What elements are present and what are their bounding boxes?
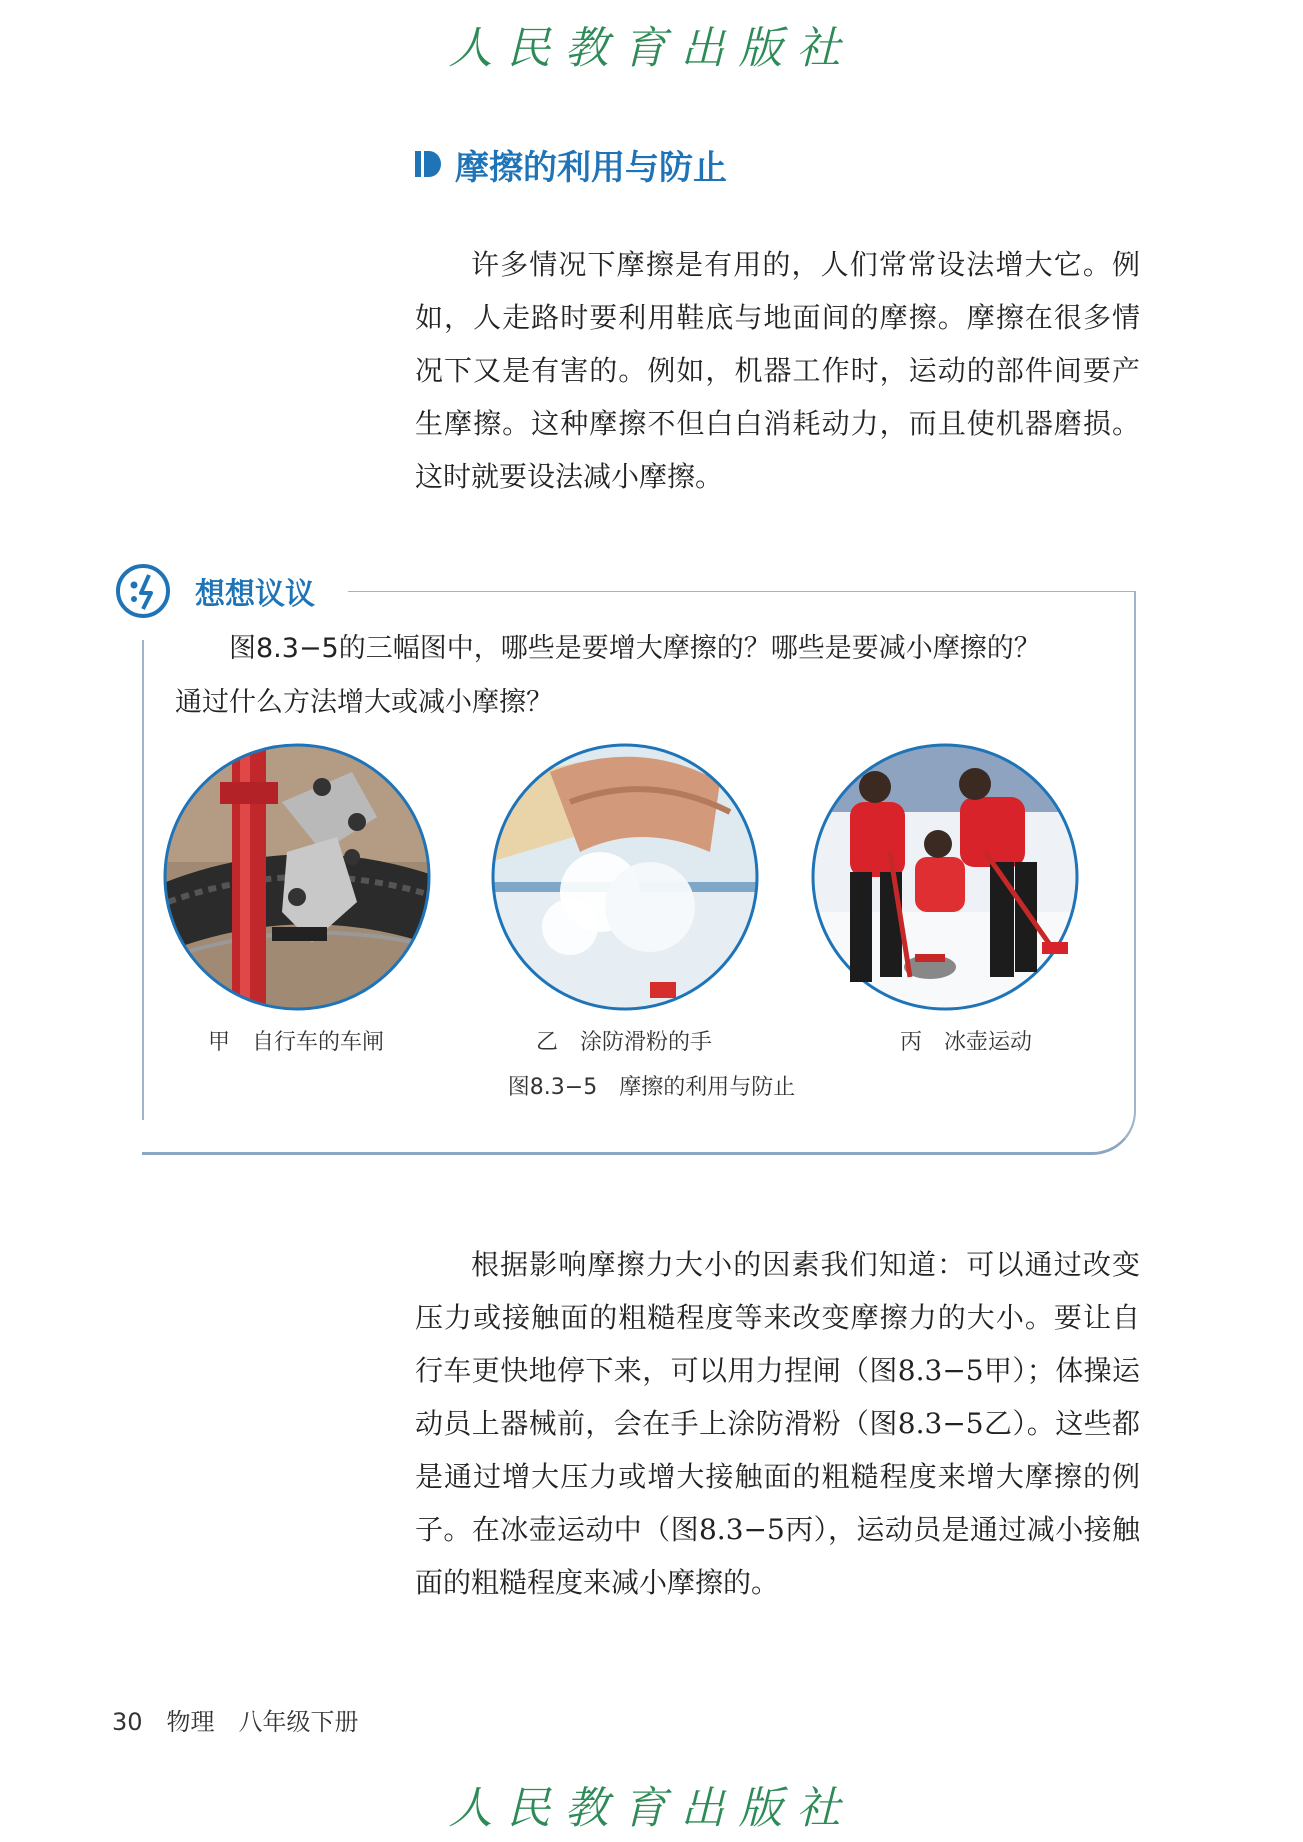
question-line-2: 通过什么方法增大或减小摩擦？ [175,687,553,718]
figure-a-caption: 甲 自行车的车闸 [208,1030,385,1055]
page-footer: 30 物理 八年级下册 [112,1708,359,1736]
curling-photo [810,742,1080,1012]
figure-c-caption: 丙 冰壶运动 [900,1030,1033,1055]
publisher-logo-top: 人民教育出版社 [448,23,855,74]
bicycle-brake-photo [162,742,432,1012]
discussion-question [175,622,1105,730]
discussion-heading [115,563,315,619]
question-line-1: 图8.3−5的三幅图中，哪些是要增大摩擦的？哪些是要减小摩擦的？ [229,633,1041,664]
intro-paragraph [415,238,1140,503]
discussion-title: 想想议议 [195,577,315,612]
section-heading [415,140,727,188]
explanation-paragraph-text: 根据影响摩擦力大小的因素我们知道：可以通过改变压力或接触面的粗糙程度等来改变摩擦力的大小。要让自行车更快地停下来，可以用力捏闸（图8.3−5甲）；体操运动员上器械前，会在手上涂防滑粉（图8.3−5乙）。这些都是通过增大压力或增大接触面的粗糙程度来增大摩擦的例子。在冰壶运动中（图8.3−5丙），运动员是通过减小接触面的粗糙程度来减小摩擦的。 [415,1248,1140,1599]
publisher-logo-bottom: 人民教育出版社 [448,1783,855,1834]
section-marker-icon [415,149,441,179]
discussion-box-left-border [142,640,144,1120]
section-title: 摩擦的利用与防止 [455,147,727,188]
figure-caption: 图8.3−5 摩擦的利用与防止 [507,1075,796,1100]
thinking-face-icon [115,563,171,619]
explanation-paragraph [415,1238,1140,1609]
chalked-hands-photo [490,742,760,1012]
figure-b-caption: 乙 涂防滑粉的手 [536,1030,713,1055]
intro-paragraph-text: 许多情况下摩擦是有用的，人们常常设法增大它。例如，人走路时要利用鞋底与地面间的摩擦。摩擦在很多情况下又是有害的。例如，机器工作时，运动的部件间要产生摩擦。这种摩擦不但白白消耗动力，而且使机器磨损。这时就要设法减小摩擦。 [415,248,1140,493]
